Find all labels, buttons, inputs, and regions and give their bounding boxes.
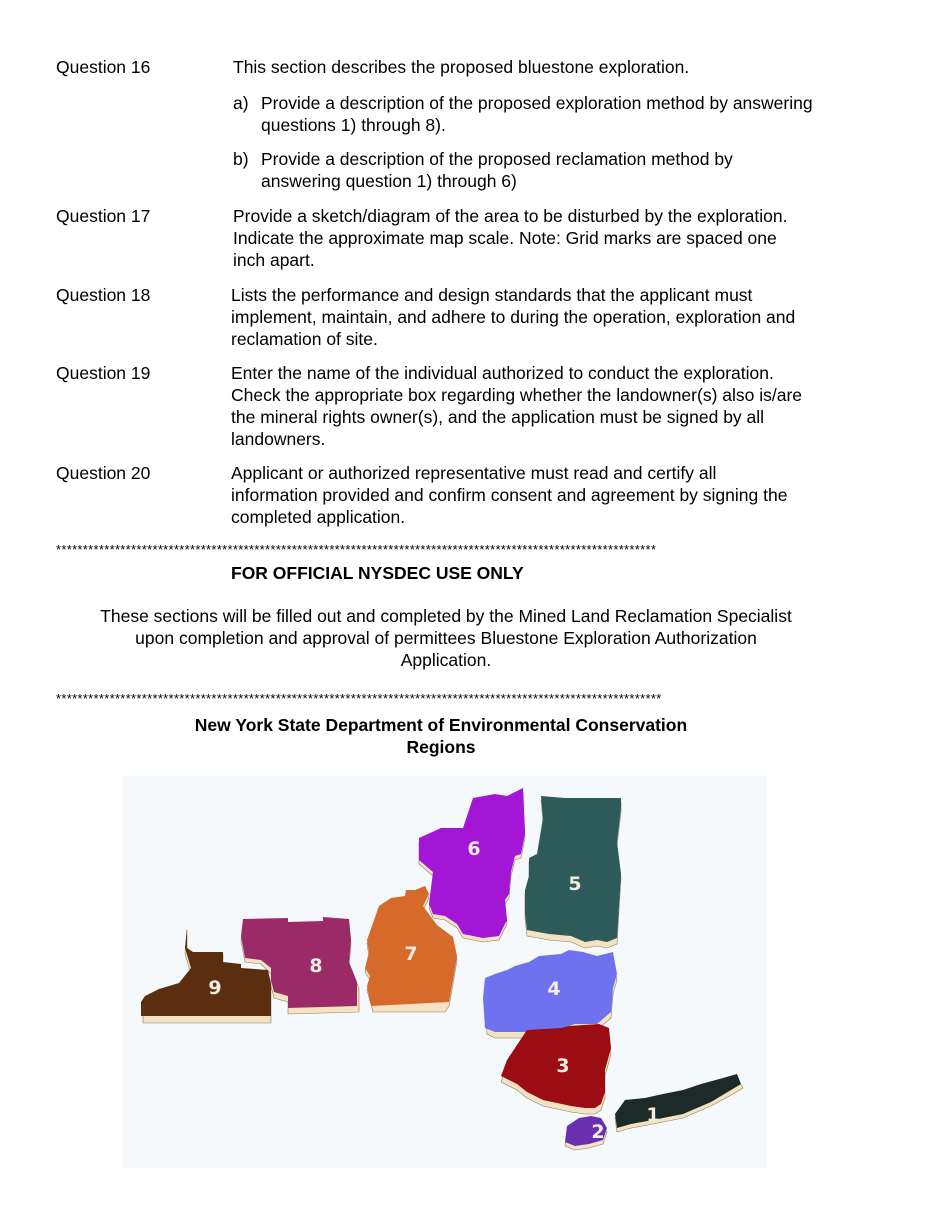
subitem-marker: b) — [233, 149, 249, 169]
official-use-note — [60, 605, 832, 671]
question-line: Applicant or authorized representative must read and certify all — [231, 463, 717, 483]
subitem-line: answering question 1) through 6) — [261, 171, 517, 191]
question-label: Question 18 — [56, 285, 151, 305]
note-line: upon completion and approval of permittees Bluestone Exploration Authorization — [135, 628, 757, 648]
question-label: Question 19 — [56, 363, 151, 383]
map-title-line: New York State Department of Environmental Conservation — [194, 715, 688, 735]
region-5-label: 5 — [568, 873, 582, 895]
question-line: the mineral rights owner(s), and the application must be signed by all — [231, 407, 765, 427]
region-3-label: 3 — [556, 1055, 570, 1077]
note-line: These sections will be filled out and completed by the Mined Land Reclamation Specialist — [100, 606, 792, 626]
region-1-shape — [615, 1074, 741, 1128]
subitem-line: questions 1) through 8). — [261, 115, 446, 135]
question-line: information provided and confirm consent and agreement by signing the — [231, 485, 788, 505]
region-4-label: 4 — [547, 978, 561, 1000]
subitem-line: Provide a description of the proposed reclamation method by — [261, 149, 733, 169]
subitem-line: Provide a description of the proposed exploration method by answering — [261, 93, 813, 113]
asterisk-separator: ***************************************************************************************************************** — [56, 692, 662, 706]
question-label: Question 16 — [56, 57, 151, 77]
region-9-label: 9 — [208, 977, 222, 999]
region-6-label: 6 — [467, 838, 481, 860]
question-line: Check the appropriate box regarding whether the landowner(s) also is/are — [231, 385, 803, 405]
question-label: Question 17 — [56, 206, 151, 226]
region-fills — [141, 788, 741, 1146]
question-line: Provide a sketch/diagram of the area to be disturbed by the exploration. — [233, 206, 788, 226]
question-text — [231, 462, 891, 528]
official-use-heading: FOR OFFICIAL NYSDEC USE ONLY — [231, 563, 524, 583]
question-line: implement, maintain, and adhere to during the operation, exploration and — [231, 307, 796, 327]
question-line: Lists the performance and design standards that the applicant must — [231, 285, 753, 305]
question-line: completed application. — [231, 507, 406, 527]
note-line: Application. — [400, 650, 492, 670]
region-1-label: 1 — [646, 1104, 660, 1126]
subitem-marker: a) — [233, 93, 249, 113]
map-title — [0, 714, 882, 758]
region-2-label: 2 — [591, 1121, 605, 1143]
question-line: Indicate the approximate map scale. Note: Grid marks are spaced one — [233, 228, 777, 248]
question-text — [233, 205, 873, 271]
question-line: inch apart. — [233, 250, 315, 270]
question-line: landowners. — [231, 429, 326, 449]
region-8-label: 8 — [309, 955, 323, 977]
region-7-label: 7 — [404, 943, 418, 965]
question-text — [231, 284, 891, 350]
region-5-shape — [525, 796, 621, 942]
asterisk-separator: **************************************************************************************************************** — [56, 543, 657, 557]
question-label: Question 20 — [56, 463, 151, 483]
question-line: reclamation of site. — [231, 329, 378, 349]
question-text: This section describes the proposed bluestone exploration. — [233, 57, 690, 77]
map-title-line: Regions — [406, 737, 476, 757]
regions-map-svg — [123, 776, 767, 1168]
question-text — [231, 362, 891, 450]
question-line: Enter the name of the individual authorized to conduct the exploration. — [231, 363, 774, 383]
regions-map — [123, 776, 767, 1168]
